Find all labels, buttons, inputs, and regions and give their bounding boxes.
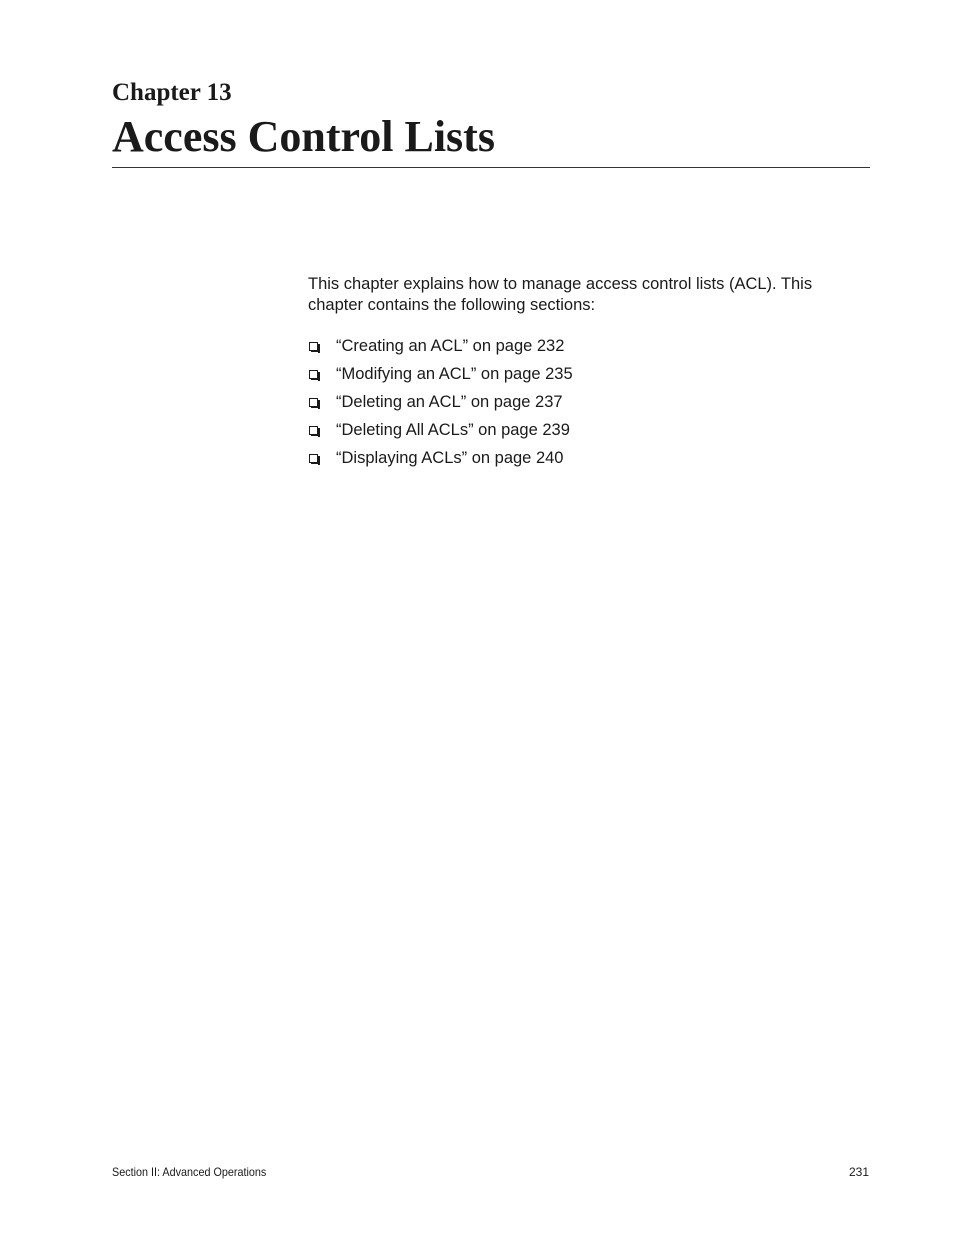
footer-page-number: 231 [848, 1165, 869, 1179]
intro-paragraph: This chapter explains how to manage access control lists (ACL). This chapter contains the following sections: [308, 275, 813, 314]
shadowed-box-icon [309, 370, 318, 379]
shadowed-box-icon [309, 426, 318, 435]
section-link-deleting-acl[interactable]: “Deleting an ACL” on page 237 [336, 392, 563, 411]
list-item [308, 416, 573, 444]
list-item [308, 332, 573, 360]
list-item [308, 360, 573, 388]
section-link-creating-acl[interactable]: “Creating an ACL” on page 232 [336, 336, 565, 355]
chapter-label: Chapter 13 [112, 79, 232, 106]
section-link-displaying-acls[interactable]: “Displaying ACLs” on page 240 [336, 448, 564, 467]
list-item [308, 444, 573, 472]
shadowed-box-icon [309, 398, 318, 407]
title-divider [112, 167, 870, 168]
shadowed-box-icon [309, 454, 318, 463]
section-link-deleting-all-acls[interactable]: “Deleting All ACLs” on page 239 [336, 420, 570, 439]
chapter-title: Access Control Lists [112, 112, 495, 161]
section-list [308, 332, 573, 472]
footer-section-name: Section II: Advanced Operations [112, 1165, 267, 1179]
shadowed-box-icon [309, 342, 318, 351]
list-item [308, 388, 573, 416]
section-link-modifying-acl[interactable]: “Modifying an ACL” on page 235 [336, 364, 573, 383]
